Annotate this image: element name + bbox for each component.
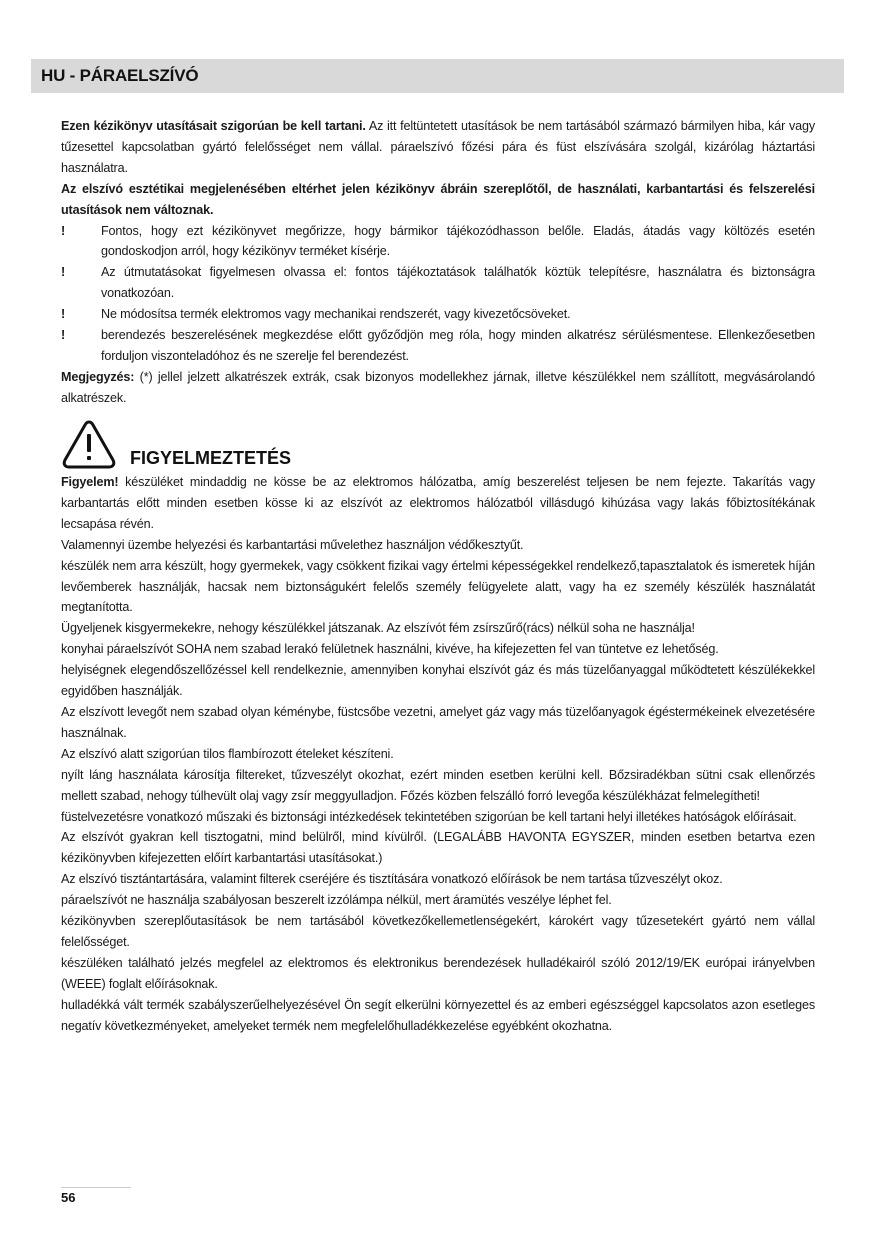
exclamation-icon: ! — [61, 307, 66, 322]
bullet-item — [61, 325, 815, 367]
warning-paragraph: hulladékká vált termék szabályszerűelhelyezésével Ön segít elkerülni környezettel és az emberi egészséggel kapcsolatos azon esetleges negatív következményeket, amelyeket termék nem megfelelőhulladékkezelése egyébként okozhatna. — [61, 997, 815, 1033]
section-header-bar — [31, 59, 844, 93]
warning-bold-lead: Figyelem! — [61, 475, 119, 489]
note-label: Megjegyzés: — [61, 369, 135, 384]
warning-paragraph: kézikönyvben szereplőutasítások be nem tartásából következőkellemetlenségekért, károkért vagy tűzesetekért gyártó nem vállal felelősséget. — [61, 914, 815, 949]
warning-paragraph: füstelvezetésre vonatkozó műszaki és biztonsági intézkedések tekintetében szigorúan be kell tartani helyi illetékes hatóságok előírásait. — [61, 809, 797, 824]
warning-paragraph: Az elszívott levegőt nem szabad olyan kéménybe, füstcsőbe vezetni, amelyet gáz vagy más tüzelőanyagok égéstermékeinek elvezetésére használnak. — [61, 704, 815, 740]
bullet-text: Fontos, hogy ezt kézikönyvet megőrizze, hogy bármikor tájékozódhasson belőle. Eladás, átadás vagy költözés esetén gondoskodjon arról, hogy kézikönyv terméket kísérje. — [101, 223, 815, 259]
warning-paragraph: készüléken található jelzés megfelel az elektromos és elektronikus berendezések hulladékairól szóló 2012/19/EK európai irányelvben (WEEE) foglalt előírásoknak. — [61, 955, 815, 991]
bullet-text: Ne módosítsa termék elektromos vagy mechanikai rendszerét, vagy kivezetőcsöveket. — [101, 307, 571, 322]
warning-paragraph: konyhai páraelszívót SOHA nem szabad lerakó felületnek használni, kivéve, ha kifejezetten fel van tüntetve ez lehetőség. — [61, 642, 719, 657]
intro-paragraph-1 — [61, 116, 815, 179]
warning-paragraph: Valamennyi üzembe helyezési és karbantartási művelethez használjon védőkesztyűt. — [61, 537, 524, 552]
exclamation-icon: ! — [61, 328, 66, 343]
bullet-item — [61, 221, 815, 263]
warning-paragraph: Az elszívó alatt szigorúan tilos flambírozott ételeket készíteni. — [61, 746, 394, 761]
warning-paragraph: nyílt láng használata károsítja filtereket, tűzveszélyt okozhat, ezért minden esetben kerülni kell. Bőzsiradékban sütni csak ellenőrzés mellett szabad, nehogy túlhevült olaj vagy zsír meggyulladjon. Főzés közben felszálló forró levegőa készülékházat felmelegítheti! — [61, 767, 815, 803]
warning-paragraph: készülék nem arra készült, hogy gyermekek, vagy csökkent fizikai vagy értelmi képességekkel rendelkező,tapasztalatok és ismeretek híján levőemberek használják, hacsak nem biztonságukért felelős személy felügyelete alatt, vagy ha ez személy készülék használatát megtanította. — [61, 558, 815, 615]
note-text: (*) jellel jelzett alkatrészek extrák, csak bizonyos modellekhez járnak, illetve készülékkel nem szállított, megvásárolandó alkatrészek. — [61, 369, 815, 405]
warning-triangle-icon — [61, 418, 117, 470]
bullet-text: Az útmutatásokat figyelmesen olvassa el: fontos tájékoztatások találhatók köztük telepítésre, használatra és biztonságra vonatkozóan. — [101, 265, 815, 301]
warning-heading — [61, 418, 815, 474]
exclamation-icon: ! — [61, 265, 66, 280]
warning-paragraph: Ügyeljenek kisgyermekekre, nehogy készülékkel játszanak. Az elszívót fém zsírszűrő(rács) nélkül soha ne használja! — [61, 621, 695, 636]
warning-title: FIGYELMEZTETÉS — [130, 448, 292, 468]
intro-section — [61, 116, 815, 409]
warning-section — [61, 472, 815, 1036]
warning-paragraph — [61, 472, 815, 535]
intro-text: Az itt feltüntetett utasítások be nem tartásából származó bármilyen hiba, kár vagy tűzesettel kapcsolatban gyártó felelősséget nem vállal. páraelszívó főzési pára és füst elszívására szolgál, kizárólag háztartási használatra. — [61, 119, 815, 175]
bullet-item — [61, 262, 815, 304]
exclamation-icon: ! — [61, 223, 66, 238]
intro-bold-lead: Ezen kézikönyv utasításait szigorúan be kell tartani. — [61, 119, 366, 133]
note-paragraph — [61, 367, 815, 409]
warning-paragraph: Az elszívót gyakran kell tisztogatni, mind belülről, mind kívülről. (LEGALÁBB HAVONTA EGYSZER, minden esetben betartva ezen kézikönyvben kifejezetten előírt karbantartási utasításokat.) — [61, 830, 815, 866]
warning-paragraph: helyiségnek elegendőszellőzéssel kell rendelkeznie, amennyiben konyhai elszívót gáz és más tüzelőanyaggal működtetett készülékekkel egyidőben használják. — [61, 663, 815, 699]
bullet-item — [61, 304, 815, 325]
warning-paragraph: Az elszívó tisztántartására, valamint filterek cseréjére és tisztítására vonatkozó előírások be nem tartása tűzveszélyt okoz. — [61, 872, 723, 887]
intro-paragraph-2: Az elszívó esztétikai megjelenésében eltérhet jelen kézikönyv ábráin szereplőtől, de használati, karbantartási és felszerelési utasítások nem változnak. — [61, 181, 815, 217]
page-number: 56 — [61, 1190, 76, 1205]
bullet-text: berendezés beszerelésének megkezdése előtt győződjön meg róla, hogy minden alkatrész sérülésmentese. Ellenkezőesetben forduljon viszonteladóhoz és ne szerelje fel berendezést. — [101, 328, 815, 363]
warning-paragraph: páraelszívót ne használja szabályosan beszerelt izzólámpa nélkül, mert áramütés veszélye léphet fel. — [61, 893, 612, 908]
warning-text: készüléket mindaddig ne kösse be az elektromos hálózatba, amíg beszerelést teljesen be nem fejezte. Takarítás vagy karbantartás előtt minden esetben kösse ki az elszívót az elektromos hálózatból villásdugó kihúzása vagy lakás főbiztosítékának lecsapása révén. — [61, 475, 815, 531]
footer-divider — [61, 1187, 131, 1188]
section-title: HU - PÁRAELSZÍVÓ — [41, 66, 199, 85]
